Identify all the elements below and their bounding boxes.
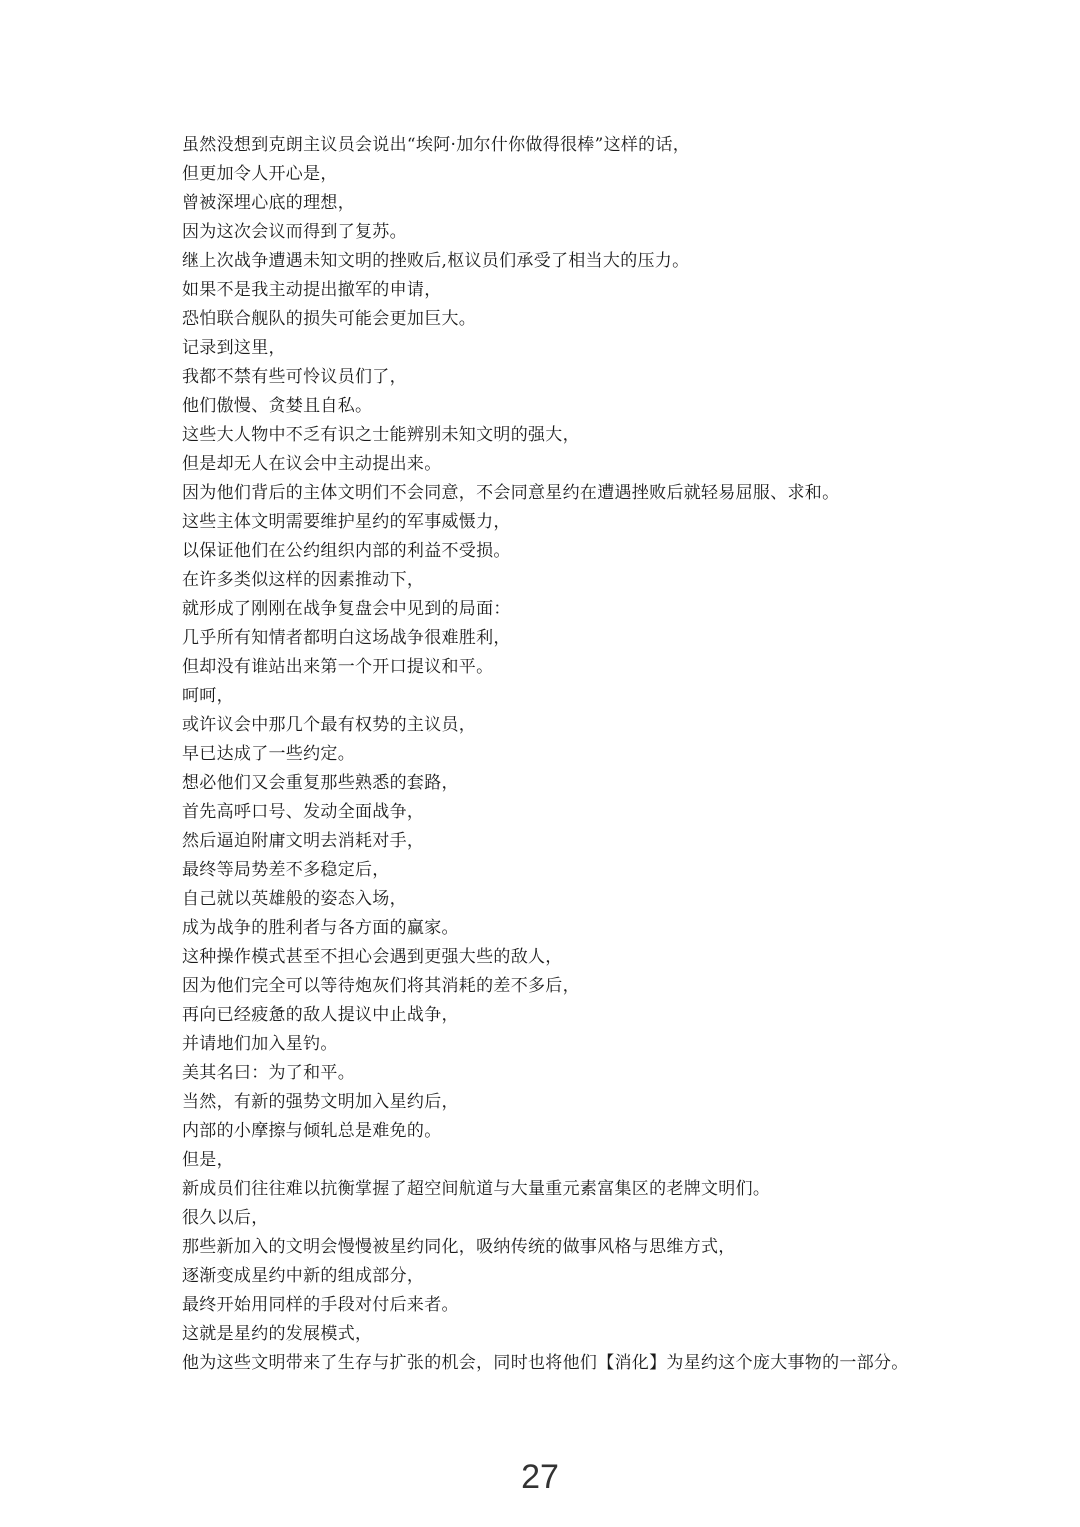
- paragraph: 最终等局势差不多稳定后，: [182, 860, 390, 880]
- paragraph: 呵呵，: [182, 686, 234, 706]
- paragraph: 这种操作模式甚至不担心会遇到更强大些的敌人，: [182, 947, 563, 967]
- paragraph: 但是，: [182, 1150, 234, 1170]
- text-body: [164, 131, 924, 1378]
- paragraph: 几乎所有知情者都明白这场战争很难胜利，: [182, 628, 511, 648]
- paragraph: 自己就以英雄般的姿态入场，: [182, 889, 407, 909]
- paragraph: 逐渐变成星约中新的组成部分，: [182, 1266, 425, 1286]
- paragraph: 这就是星约的发展模式，: [182, 1324, 373, 1344]
- paragraph: 因为他们完全可以等待炮灰们将其消耗的差不多后，: [182, 976, 580, 996]
- paragraph: 并请地们加入星钓。: [182, 1034, 338, 1054]
- paragraph: 在许多类似这样的因素推动下，: [182, 570, 425, 590]
- paragraph: 因为他们背后的主体文明们不会同意，不会同意星约在遭遇挫败后就轻易屈服、求和。: [182, 483, 840, 503]
- paragraph: 成为战争的胜利者与各方面的赢家。: [182, 918, 459, 938]
- paragraph: 记录到这里，: [182, 338, 286, 358]
- paragraph: 当然，有新的强势文明加入星约后，: [182, 1092, 459, 1112]
- paragraph: 新成员们往往难以抗衡掌握了超空间航道与大量重元素富集区的老牌文明们。: [182, 1179, 771, 1199]
- paragraph: 内部的小摩擦与倾轧总是难免的。: [182, 1121, 442, 1141]
- paragraph: 很久以后，: [182, 1208, 269, 1228]
- paragraph: 恐怕联合舰队的损失可能会更加巨大。: [182, 309, 477, 329]
- paragraph: 以保证他们在公约组织内部的利益不受损。: [182, 541, 511, 561]
- paragraph: 但却没有谁站出来第一个开口提议和平。: [182, 657, 494, 677]
- paragraph: 这些主体文明需要维护星约的军事威慑力，: [182, 512, 511, 532]
- paragraph: 但是却无人在议会中主动提出来。: [182, 454, 442, 474]
- paragraph: 那些新加入的文明会慢慢被星约同化，吸纳传统的做事风格与思维方式，: [182, 1237, 736, 1257]
- paragraph: 然后逼迫附庸文明去消耗对手，: [182, 831, 425, 851]
- paragraph: 早已达成了一些约定。: [182, 744, 355, 764]
- paragraph: 美其名曰：为了和平。: [182, 1063, 355, 1083]
- final-paragraph: 他为这些文明带来了生存与扩张的机会，同时也将他们【消化】为星约这个庞大事物的一部分。: [182, 1353, 909, 1373]
- paragraph: 首先高呼口号、发动全面战争，: [182, 802, 425, 822]
- paragraph: 继上次战争遭遇未知文明的挫败后,枢议员们承受了相当大的压力。: [182, 251, 690, 271]
- paragraph: 这些大人物中不乏有识之士能辨别未知文明的强大，: [182, 425, 580, 445]
- paragraph: 虽然没想到克朗主议员会说出“埃阿·加尔什你做得很棒”这样的话，: [182, 135, 691, 155]
- paragraph: 最终开始用同样的手段对付后来者。: [182, 1295, 459, 1315]
- paragraph: 想必他们又会重复那些熟悉的套路，: [182, 773, 459, 793]
- paragraph: 曾被深埋心底的理想，: [182, 193, 355, 213]
- paragraph: 但更加令人开心是，: [182, 164, 338, 184]
- page-number: 27: [521, 1458, 559, 1496]
- paragraph: 他们傲慢、贪婪且自私。: [182, 396, 373, 416]
- paragraph: 就形成了刚刚在战争复盘会中见到的局面：: [182, 599, 511, 619]
- paragraph: 或许议会中那几个最有权势的主议员，: [182, 715, 477, 735]
- paragraph: 再向已经疲惫的敌人提议中止战争，: [182, 1005, 459, 1025]
- paragraph: 因为这次会议而得到了复苏。: [182, 222, 407, 242]
- paragraph: 如果不是我主动提出撤军的申请，: [182, 280, 442, 300]
- paragraph: 我都不禁有些可怜议员们了，: [182, 367, 407, 387]
